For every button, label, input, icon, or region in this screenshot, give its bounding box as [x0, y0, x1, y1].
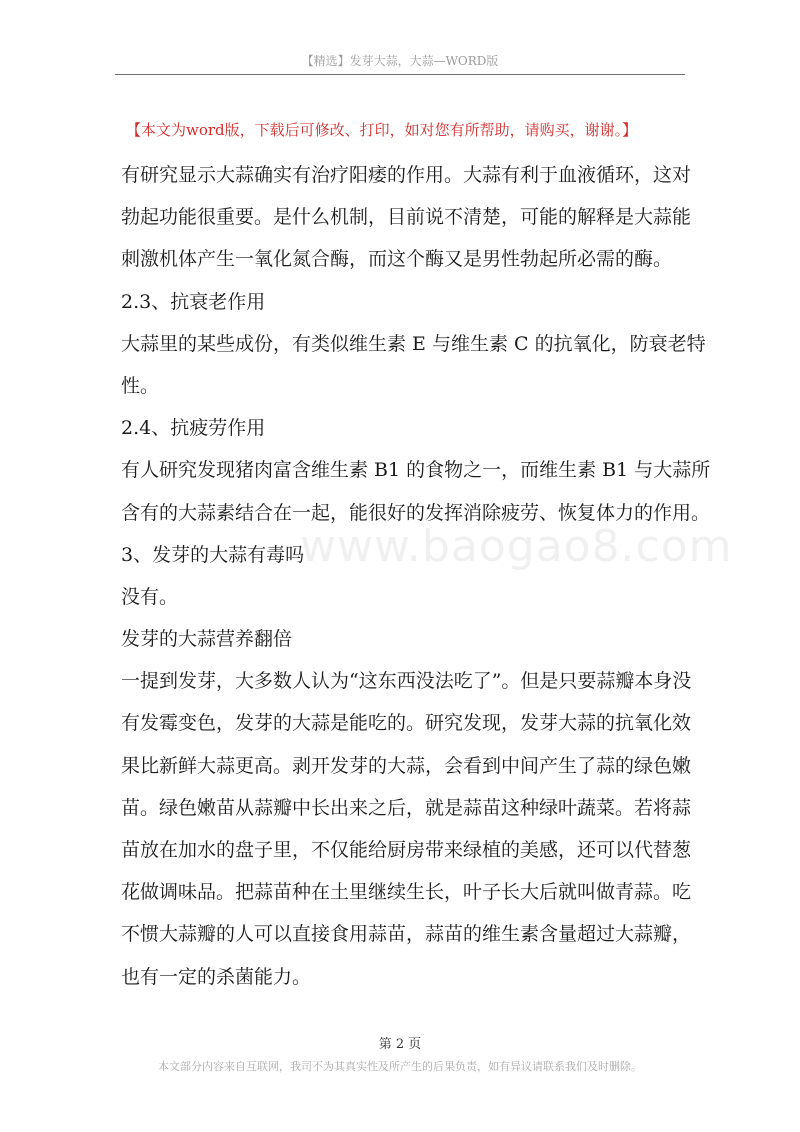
paragraph-line: 含有的大蒜素结合在一起，能很好的发挥消除疲劳、恢复体力的作用。 — [121, 501, 711, 524]
paragraph-line: 果比新鲜大蒜更高。剥开发芽的大蒜，会看到中间产生了蒜的绿色嫩 — [121, 754, 692, 777]
paragraph-line: 有发霉变色，发芽的大蒜是能吃的。研究发现，发芽大蒜的抗氧化效 — [121, 712, 692, 735]
paragraph-line: 有研究显示大蒜确实有治疗阳痿的作用。大蒜有利于血液循环，这对 — [121, 164, 692, 186]
paragraph-line: 也有一定的杀菌能力。 — [121, 965, 312, 988]
paragraph-line: 一提到发芽，大多数人认为“这东西没法吃了”。但是只要蒜瓣本身没 — [121, 670, 692, 693]
paragraph-line: 不惯大蒜瓣的人可以直接食用蒜苗，蒜苗的维生素含量超过大蒜瓣， — [121, 923, 692, 946]
header-divider — [115, 74, 685, 75]
paragraph-line: 苗。绿色嫩苗从蒜瓣中长出来之后，就是蒜苗这种绿叶蔬菜。若将蒜 — [121, 796, 692, 819]
watermark: www.baogao8.com — [300, 521, 733, 572]
section-heading: 2.4、抗疲劳作用 — [121, 417, 266, 440]
section-heading: 发芽的大蒜营养翻倍 — [121, 628, 293, 651]
paragraph-line: 勃起功能很重要。是什么机制，目前说不清楚，可能的解释是大蒜能 — [121, 206, 692, 229]
paragraph-line: 性。 — [121, 374, 160, 397]
page-footer: 本文部分内容来自互联网，我司不为其真实性及所产生的后果负责，如有异议请联系我们及时删除。 — [158, 1060, 642, 1073]
section-heading: 2.3、抗衰老作用 — [121, 290, 266, 313]
page-number: 第 2 页 — [378, 1037, 422, 1052]
paragraph-line: 没有。 — [121, 585, 179, 608]
paragraph-line: 刺激机体产生一氧化氮合酶，而这个酶又是男性勃起所必需的酶。 — [121, 248, 673, 271]
paragraph-line: 有人研究发现猪肉富含维生素 B1 的食物之一，而维生素 B1 与大蒜所 — [121, 459, 711, 482]
purchase-notice: 【本文为word版，下载后可修改、打印，如对您有所帮助，请购买，谢谢。】 — [126, 121, 638, 139]
paragraph-line: 苗放在加水的盘子里，不仅能给厨房带来绿植的美感，还可以代替葱 — [121, 839, 692, 861]
document-body — [121, 164, 711, 1008]
section-heading: 3、发芽的大蒜有毒吗 — [121, 543, 305, 566]
paragraph-line: 花做调味品。把蒜苗种在土里继续生长，叶子长大后就叫做青蒜。吃 — [121, 881, 692, 904]
page-header: 【精选】发芽大蒜，大蒜—WORD版 — [301, 54, 499, 68]
paragraph-line: 大蒜里的某些成份，有类似维生素 E 与维生素 C 的抗氧化，防衰老特 — [121, 332, 706, 355]
